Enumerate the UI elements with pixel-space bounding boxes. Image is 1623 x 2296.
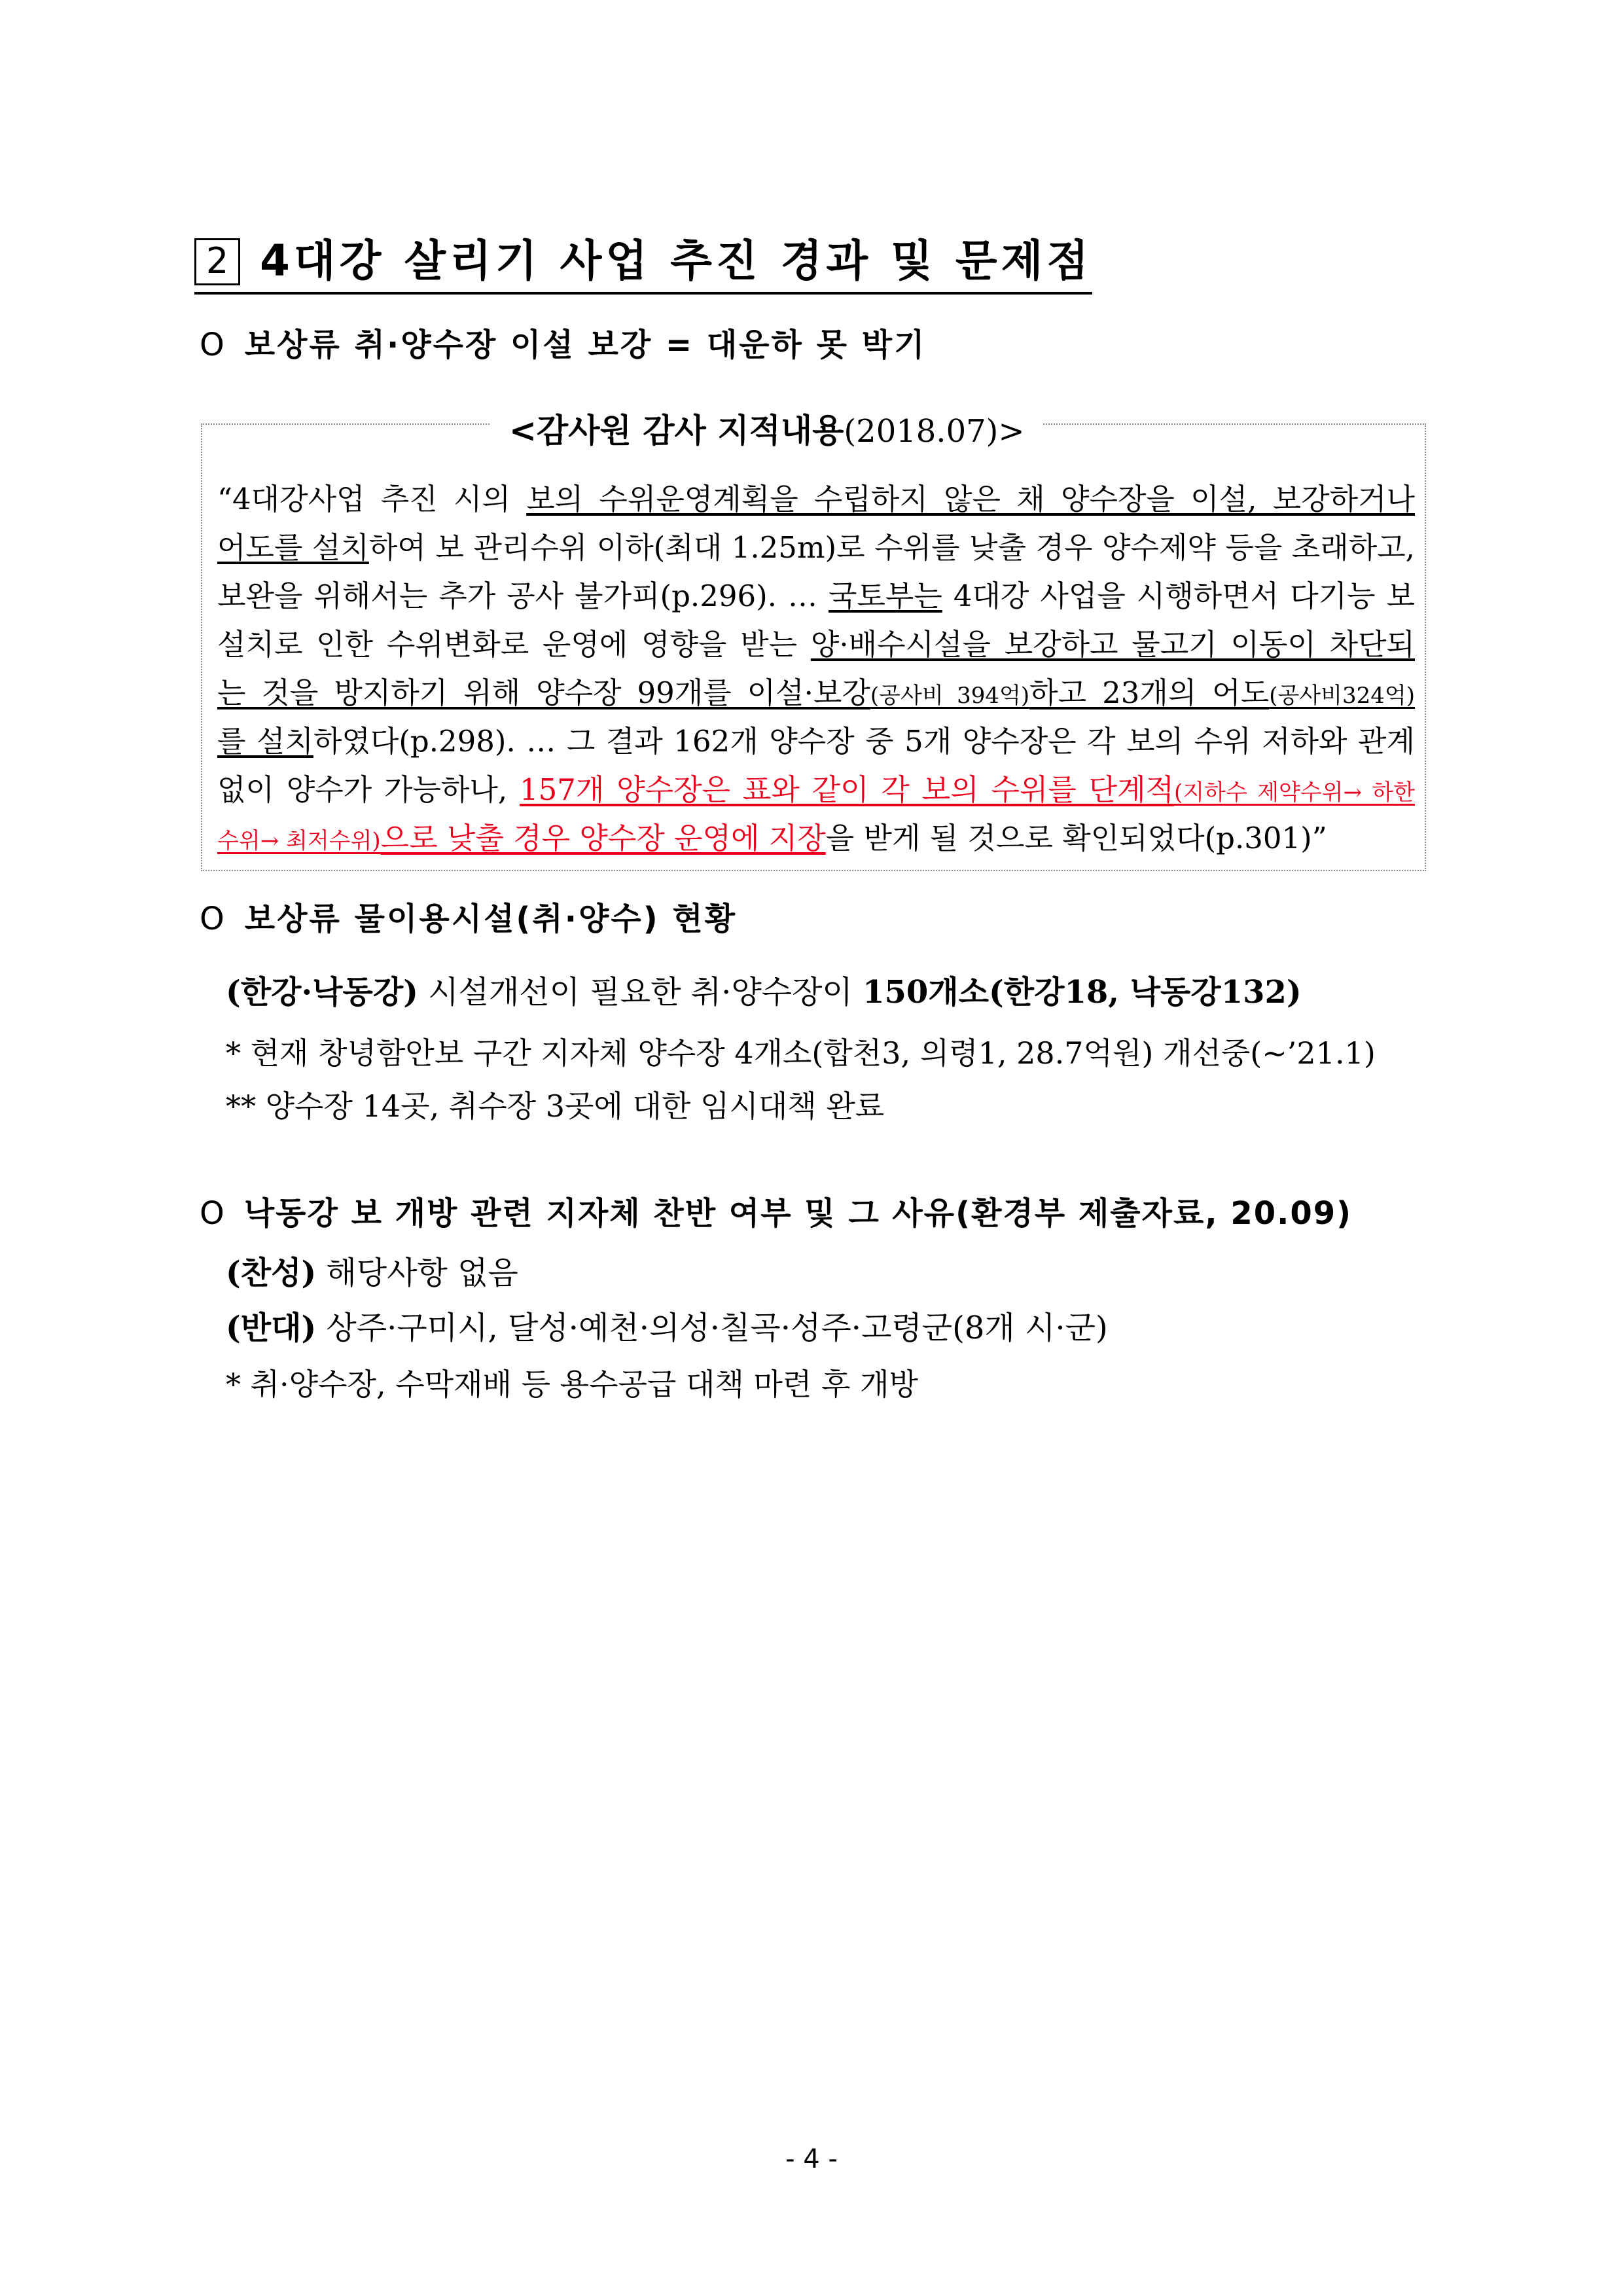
audit-text: 없이 양수가 가능하나,: [217, 772, 520, 807]
opinion-pro: [226, 1247, 518, 1293]
audit-line-5: [217, 669, 1415, 711]
audit-underlined-text: 보의 수위운영계획을 수립하지 않은 채 양수장을 이설, 보강하거나: [526, 482, 1415, 516]
bullet-facilities: [200, 893, 737, 939]
facilities-text: 시설개선이 필요한 취·양수장이: [418, 974, 863, 1011]
section-title-underline: [194, 292, 1092, 295]
section-title: [194, 226, 1092, 288]
audit-line-4: [217, 620, 1415, 663]
audit-red-underlined-text: 157개 양수장은 표와 같이 각 보의 수위를 단계적: [519, 772, 1175, 807]
audit-text: 을 받게 될 것으로 확인되었다(p.301)”: [825, 821, 1327, 855]
facilities-note-1: * 현재 창녕함안보 구간 지자체 양수장 4개소(합천3, 의령1, 28.7억원) 개선중(~’21.1): [226, 1035, 1376, 1071]
audit-text: 설치로 인한 수위변화로 운영에 영향을 받는: [217, 627, 811, 662]
bullet-text: 보상류 물이용시설(취·양수) 현황: [244, 901, 738, 937]
audit-underlined-text: 는 것을 방지하기 위해 양수장 99개를 이설·보강: [217, 675, 870, 710]
audit-underlined-text: 양·배수시설을 보강하고 물고기 이동이 차단되: [810, 627, 1415, 662]
audit-text: 4대강 사업을 시행하면서 다기능 보: [942, 579, 1416, 613]
audit-label-date: (2018.07)>: [844, 413, 1025, 450]
audit-underlined-text: 어도를 설치: [217, 530, 369, 565]
audit-underlined-text: 국토부는: [828, 579, 942, 613]
audit-text: 하였다(p.298). … 그 결과 162개 양수장 중 5개 양수장은 각 보의 수위 저하와 관계: [313, 724, 1416, 759]
audit-text: 보완을 위해서는 추가 공사 불가피(p.296). …: [217, 579, 829, 613]
audit-text: “4대강사업 추진 시의: [217, 482, 527, 516]
audit-line-8: [217, 814, 1415, 857]
audit-underlined-text: 를 설치: [217, 724, 313, 759]
opinion-note: * 취·양수장, 수막재배 등 용수공급 대책 마련 후 개방: [226, 1367, 918, 1402]
facilities-summary: [226, 967, 1302, 1012]
bullet-text: 낙동강 보 개방 관련 지자체 찬반 여부 및 그 사유(환경부 제출자료, 20.09): [243, 1195, 1353, 1232]
bullet-opinions: [200, 1188, 1352, 1233]
audit-red-underlined-small: (지하수 제약수위→ 하한: [1174, 780, 1416, 806]
bullet-text: 보상류 취·양수장 이설 보강 = 대운하 못 박기: [244, 327, 927, 363]
opinion-con-label: (반대): [226, 1310, 317, 1346]
section-title-text: 4대강 살리기 사업 추진 경과 및 문제점: [260, 236, 1093, 286]
opinion-pro-label: (찬성): [226, 1255, 317, 1291]
bullet-marker: O: [200, 1195, 226, 1232]
audit-underlined-text: 하고 23개의 어도: [1029, 675, 1270, 710]
audit-line-3: [217, 572, 1415, 615]
audit-underlined-small: (공사비324억): [1269, 683, 1415, 709]
audit-line-2: [217, 524, 1415, 566]
audit-underlined-small: (공사비 394억): [870, 683, 1030, 709]
page-number: - 4 -: [785, 2144, 838, 2174]
audit-line-6: [217, 717, 1415, 760]
bullet-marker: O: [200, 901, 226, 937]
audit-red-underlined-text: 으로 낮출 경우 양수장 운영에 지장: [380, 821, 826, 855]
facilities-count: 150개소(한강18, 낙동강132): [863, 974, 1302, 1011]
bullet-marker: O: [200, 327, 226, 363]
opinion-con: [226, 1302, 1108, 1348]
audit-red-underlined-small: 수위→ 최저수위): [217, 828, 381, 854]
opinion-pro-text: 해당사항 없음: [316, 1255, 518, 1291]
audit-line-7: [217, 766, 1415, 808]
facilities-lead: (한강·낙동강): [226, 974, 418, 1011]
audit-label-text: <감사원 감사 지적내용: [509, 412, 844, 450]
audit-line-1: [217, 475, 1415, 518]
bullet-relocation: [200, 319, 926, 365]
facilities-note-2: ** 양수장 14곳, 취수장 3곳에 대한 임시대책 완료: [226, 1088, 885, 1124]
audit-text: 하여 보 관리수위 이하(최대 1.25m)로 수위를 낮출 경우 양수제약 등을 초래하고,: [368, 530, 1415, 565]
opinion-con-text: 상주·구미시, 달성·예천·의성·칠곡·성주·고령군(8개 시·군): [316, 1310, 1108, 1346]
audit-box-label: [491, 404, 1043, 452]
section-number-box: 2: [194, 238, 240, 285]
